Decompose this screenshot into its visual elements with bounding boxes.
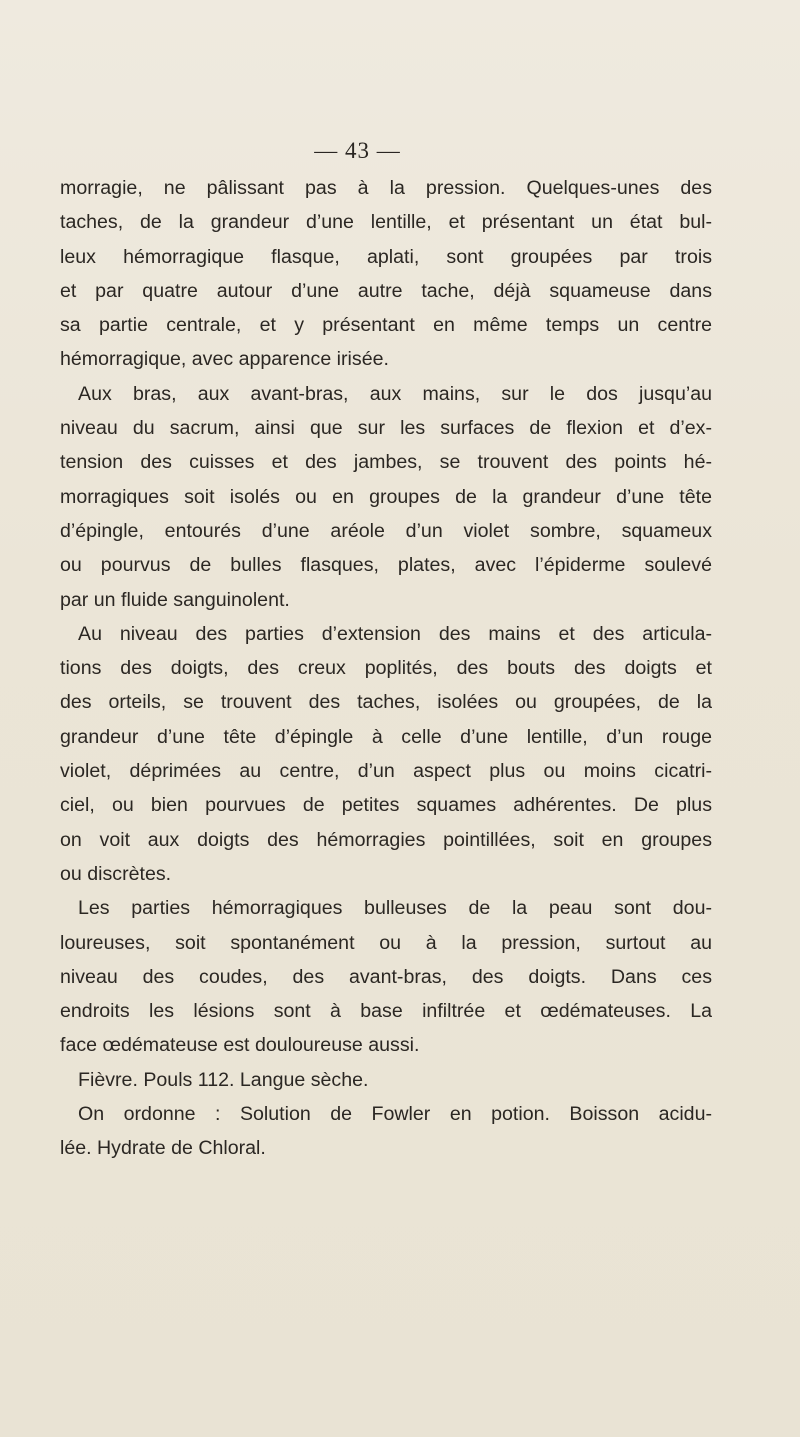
text-line: Aux bras, aux avant-bras, aux mains, sur le dos jusqu’au bbox=[78, 382, 712, 405]
text-line: Fièvre. Pouls 112. Langue sèche. bbox=[78, 1068, 369, 1091]
text-line: ou discrètes. bbox=[60, 862, 172, 885]
text-line: d’épingle, entourés d’une aréole d’un violet sombre, squameux bbox=[60, 519, 712, 542]
text-line: leux hémorragique flasque, aplati, sont groupées par trois bbox=[60, 245, 712, 268]
text-line: niveau du sacrum, ainsi que sur les surfaces de flexion et d’ex- bbox=[60, 417, 712, 440]
text-line: morragiques soit isolés ou en groupes de la grandeur d’une tête bbox=[60, 485, 712, 508]
text-line: Les parties hémorragiques bulleuses de la peau sont dou- bbox=[78, 897, 712, 920]
text-line: on voit aux doigts des hémorragies pointillées, soit en groupes bbox=[60, 828, 712, 851]
text-line: morragie, ne pâlissant pas à la pression. Quelques-unes des bbox=[60, 177, 712, 199]
text-line: par un fluide sanguinolent. bbox=[60, 588, 290, 611]
text-line: violet, déprimées au centre, d’un aspect plus ou moins cicatri- bbox=[60, 760, 712, 783]
text-line: taches, de la grandeur d’une lentille, et présentant un état bul- bbox=[60, 211, 712, 234]
text-line: des orteils, se trouvent des taches, isolées ou groupées, de la bbox=[60, 691, 712, 714]
text-line: loureuses, soit spontanément ou à la pression, surtout au bbox=[60, 931, 712, 954]
text-line: ou pourvus de bulles flasques, plates, avec l’épiderme soulevé bbox=[60, 554, 712, 577]
text-line: ciel, ou bien pourvues de petites squames adhérentes. De plus bbox=[60, 794, 712, 817]
text-line: tions des doigts, des creux poplités, des bouts des doigts et bbox=[60, 657, 712, 680]
text-line: sa partie centrale, et y présentant en même temps un centre bbox=[60, 314, 712, 337]
text-line: On ordonne : Solution de Fowler en potion. Boisson acidu- bbox=[78, 1103, 712, 1126]
page-number: — 43 — bbox=[314, 138, 401, 163]
text-line: niveau des coudes, des avant-bras, des doigts. Dans ces bbox=[60, 965, 712, 988]
text-line: Au niveau des parties d’extension des mains et des articula- bbox=[78, 622, 712, 645]
text-line: face œdémateuse est douloureuse aussi. bbox=[60, 1034, 420, 1057]
text-line: endroits les lésions sont à base infiltrée et œdémateuses. La bbox=[60, 1000, 712, 1023]
text-line: lée. Hydrate de Chloral. bbox=[60, 1137, 266, 1160]
text-line: tension des cuisses et des jambes, se trouvent des points hé- bbox=[60, 451, 712, 474]
body-text bbox=[60, 171, 712, 1166]
text-line: hémorragique, avec apparence irisée. bbox=[60, 348, 389, 371]
text-line: et par quatre autour d’une autre tache, déjà squameuse dans bbox=[60, 279, 712, 302]
text-line: grandeur d’une tête d’épingle à celle d’une lentille, d’un rouge bbox=[60, 725, 712, 748]
